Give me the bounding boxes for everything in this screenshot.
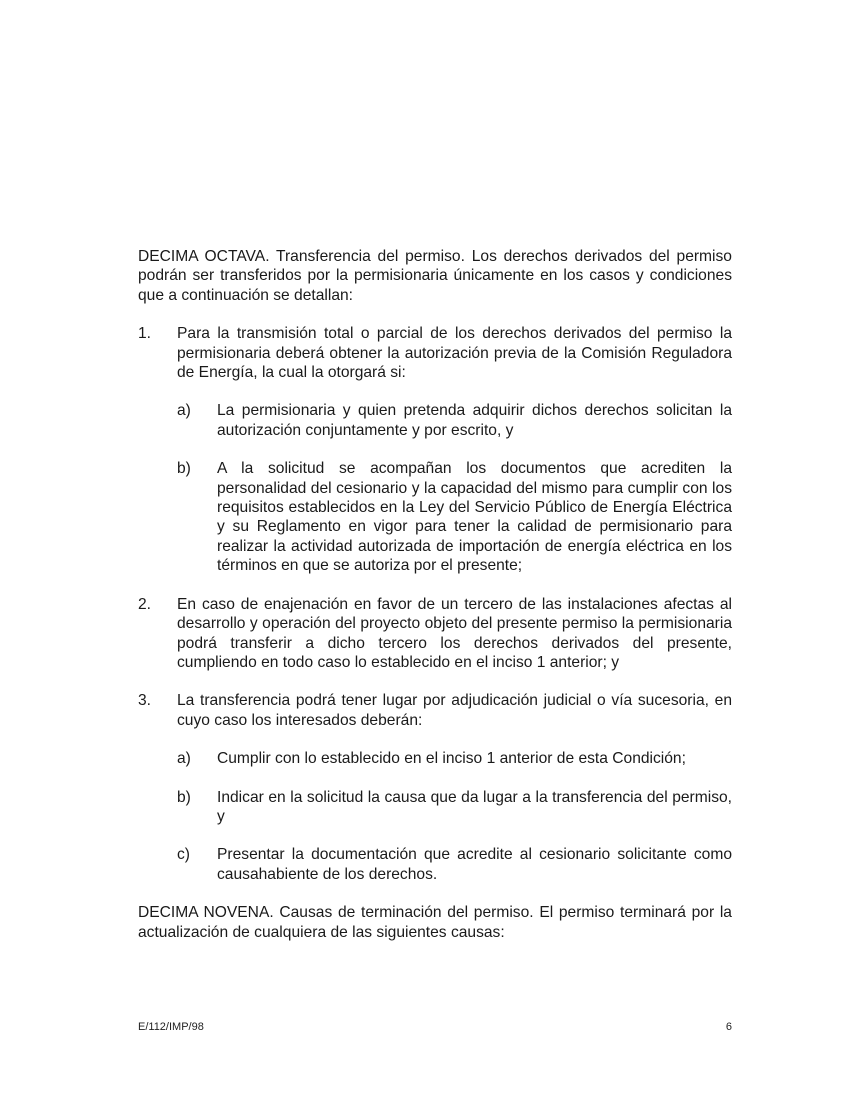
document-id: E/112/IMP/98 — [138, 1021, 204, 1033]
sub-item-letter: b) — [177, 788, 191, 806]
sub-item-letter: a) — [177, 402, 191, 420]
sub-item-text: Presentar la documentación que acredite al cesionario solicitante como causahabiente de los derechos. — [217, 846, 732, 883]
clause-19-text: El permiso terminará por la actualización de cualquiera de las siguientes causas: — [138, 904, 732, 941]
sub-item-3a — [177, 749, 732, 768]
sub-item-1b — [177, 459, 732, 575]
document-page — [138, 247, 732, 961]
clause-19 — [138, 903, 732, 942]
item-text: Para la transmisión total o parcial de los derechos derivados del permiso la permisionaria deberá obtener la autorización previa de la Comisión Reguladora de Energía, la cual la otorgará si: — [177, 325, 732, 382]
sub-item-text: A la solicitud se acompañan los documentos que acrediten la personalidad del cesionario y la capacidad del mismo para cumplir con los requisitos establecidos en la Ley del Servicio Público de Energía Eléctrica y su Reglamento en vigor para tener la calidad de permisionario para realizar la actividad autorizada de importación de energía eléctrica en los términos en que se autoriza por el presente; — [217, 460, 732, 575]
list-item-3 — [138, 691, 732, 730]
sub-item-1a — [177, 401, 732, 440]
sub-item-letter: a) — [177, 750, 191, 768]
list-item-2 — [138, 595, 732, 673]
clause-19-heading: DECIMA NOVENA. Causas de terminación del permiso. — [138, 904, 534, 922]
sub-item-text: Indicar en la solicitud la causa que da lugar a la transferencia del permiso, y — [217, 788, 732, 825]
clause-18-heading: DECIMA OCTAVA. Transferencia del permiso. — [138, 248, 465, 265]
sub-item-text: La permisionaria y quien pretenda adquirir dichos derechos solicitan la autorización conjuntamente y por escrito, y — [217, 402, 732, 439]
item-text: En caso de enajenación en favor de un tercero de las instalaciones afectas al desarrollo y operación del proyecto objeto del presente permiso la permisionaria podrá transferir a dicho tercero los derechos derivados del presente, cumpliendo en todo caso lo establecido en el inciso 1 anterior; y — [177, 595, 732, 671]
sub-item-letter: c) — [177, 846, 190, 864]
page-number: 6 — [725, 1021, 732, 1033]
item-number: 2. — [138, 595, 152, 613]
sub-item-text: Cumplir con lo establecido en el inciso 1 anterior de esta Condición; — [217, 750, 686, 768]
sub-item-letter: b) — [177, 460, 191, 478]
sub-item-3c — [177, 845, 732, 884]
clause-18 — [138, 247, 732, 305]
item-number: 1. — [138, 325, 152, 343]
page-footer — [138, 1021, 732, 1033]
item-text: La transferencia podrá tener lugar por adjudicación judicial o vía sucesoria, en cuyo caso los interesados deberán: — [177, 692, 732, 729]
list-item-1 — [138, 324, 732, 382]
item-number: 3. — [138, 692, 152, 710]
clause-18-text: Los derechos derivados del permiso podrán ser transferidos por la permisionaria únicamente en los casos y condiciones que a continuación se detallan: — [138, 248, 732, 304]
sub-item-3b — [177, 788, 732, 827]
